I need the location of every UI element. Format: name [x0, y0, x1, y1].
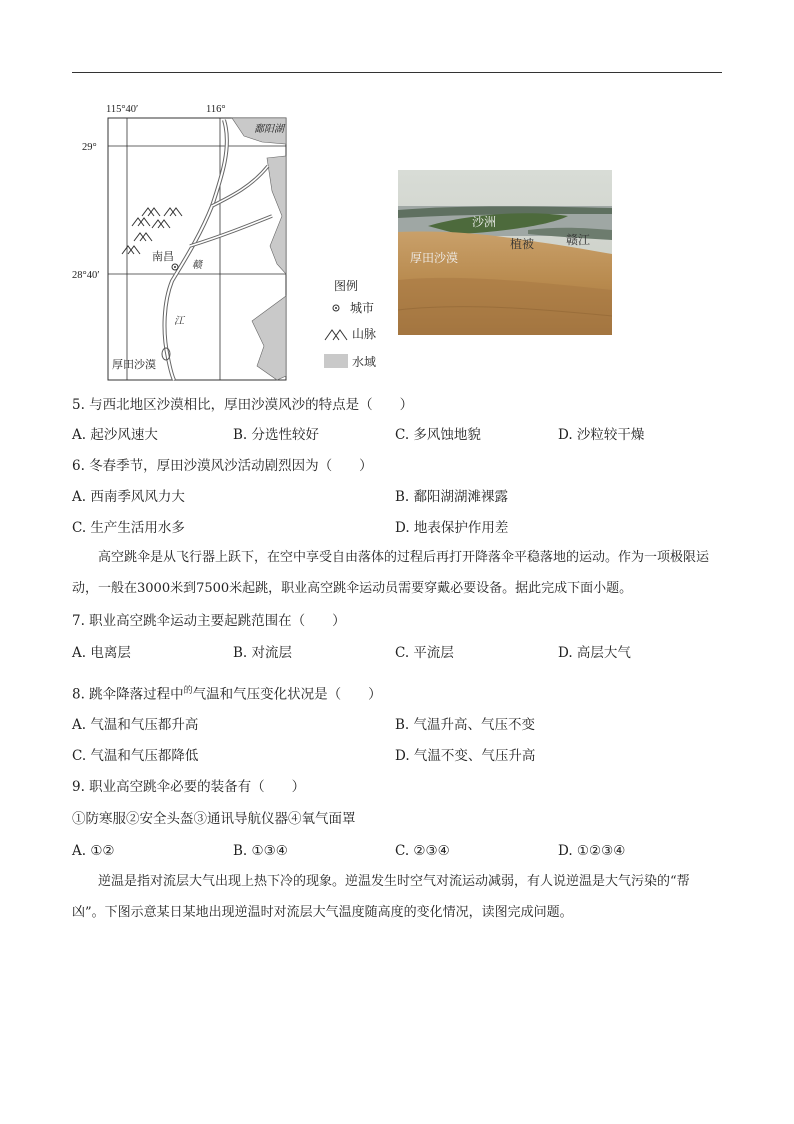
- q8-stem-part-b: 气温和气压变化状况是（ ）: [192, 686, 382, 703]
- passage-skydiving: 高空跳伞是从飞行器上跃下，在空中享受自由落体的过程后再打开降落伞平稳落地的运动。作为一项极限运动，一般在3000米到7500米起跳，职业高空跳伞运动员需要穿戴必要设备。据此完成下面小题。: [72, 550, 710, 596]
- header-rule: [72, 72, 722, 73]
- q8-stem-de: 的: [183, 686, 193, 696]
- q7-option-b[interactable]: B. 对流层: [233, 645, 293, 661]
- q8-stem-part-a: 8. 跳伞降落过程中: [72, 686, 184, 703]
- q5-option-d[interactable]: D. 沙粒较干燥: [558, 427, 645, 443]
- lon-label-1: 115°40′: [106, 104, 139, 115]
- q9-stem: 9. 职业高空跳伞必要的装备有（ ）: [72, 779, 306, 795]
- q8-option-a[interactable]: A. 气温和气压都升高: [72, 717, 199, 733]
- q7-option-d[interactable]: D. 高层大气: [558, 645, 631, 661]
- lat-label-1: 29°: [82, 142, 97, 153]
- q6-option-c[interactable]: C. 生产生活用水多: [72, 520, 185, 536]
- lake-label: 鄱阳湖: [254, 124, 284, 135]
- passage-inversion: 逆温是指对流层大气出现上热下冷的现象。逆温发生时空气对流运动减弱，有人说逆温是大气污染的“帮凶”。下图示意某日某地出现逆温时对流层大气温度随高度的变化情况，读图完成问题。: [72, 874, 690, 920]
- q5-option-a[interactable]: A. 起沙风速大: [72, 427, 158, 443]
- q7-option-c[interactable]: C. 平流层: [395, 645, 454, 661]
- q8-option-b[interactable]: B. 气温升高、气压不变: [395, 717, 536, 733]
- legend-mountain: 山脉: [352, 327, 377, 341]
- q8-option-d[interactable]: D. 气温不变、气压升高: [395, 748, 536, 764]
- q9-option-d[interactable]: D. ①②③④: [558, 843, 626, 859]
- q9-option-c[interactable]: C. ②③④: [395, 843, 450, 859]
- river-label-jiang: 江: [174, 316, 184, 327]
- poyang-map: [72, 96, 392, 386]
- q5-option-b[interactable]: B. 分选性较好: [233, 427, 320, 443]
- photo-label-shazhou: 沙洲: [472, 215, 497, 229]
- city-label: 南昌: [152, 250, 174, 263]
- photo-label-houtian: 厚田沙漠: [410, 251, 459, 265]
- q7-stem: 7. 职业高空跳伞运动主要起跳范围在（ ）: [72, 613, 346, 629]
- desert-label: 厚田沙漠: [112, 358, 156, 371]
- legend-title: 图例: [334, 279, 359, 293]
- photo-label-ganjiang: 赣江: [566, 233, 591, 247]
- legend-city: 城市: [350, 301, 375, 315]
- legend-water-icon: [324, 354, 348, 368]
- q9-items: ①防寒服②安全头盔③通讯导航仪器④氧气面罩: [72, 811, 356, 827]
- river-label-gan: 赣: [192, 260, 202, 271]
- desert-photo: [398, 170, 612, 335]
- q5-option-c[interactable]: C. 多风蚀地貌: [395, 427, 481, 443]
- map-legend: [324, 278, 376, 369]
- q8-stem: [72, 682, 382, 704]
- q6-option-b[interactable]: B. 鄱阳湖湖滩裸露: [395, 489, 509, 505]
- lat-label-2: 28°40′: [72, 270, 100, 281]
- q9-option-b[interactable]: B. ①③④: [233, 843, 288, 859]
- photo-label-zhibei: 植被: [510, 237, 535, 251]
- q6-stem: 6. 冬春季节，厚田沙漠风沙活动剧烈因为（ ）: [72, 458, 373, 474]
- lon-label-2: 116°: [206, 104, 226, 115]
- q6-option-a[interactable]: A. 西南季风风力大: [72, 489, 185, 505]
- legend-water: 水域: [352, 355, 377, 369]
- q7-option-a[interactable]: A. 电离层: [72, 645, 131, 661]
- q8-option-c[interactable]: C. 气温和气压都降低: [72, 748, 199, 764]
- legend-mountain-icon: [325, 330, 347, 340]
- q6-option-d[interactable]: D. 地表保护作用差: [395, 520, 509, 536]
- q9-option-a[interactable]: A. ①②: [72, 843, 115, 859]
- q5-stem: 5. 与西北地区沙漠相比，厚田沙漠风沙的特点是（ ）: [72, 397, 414, 413]
